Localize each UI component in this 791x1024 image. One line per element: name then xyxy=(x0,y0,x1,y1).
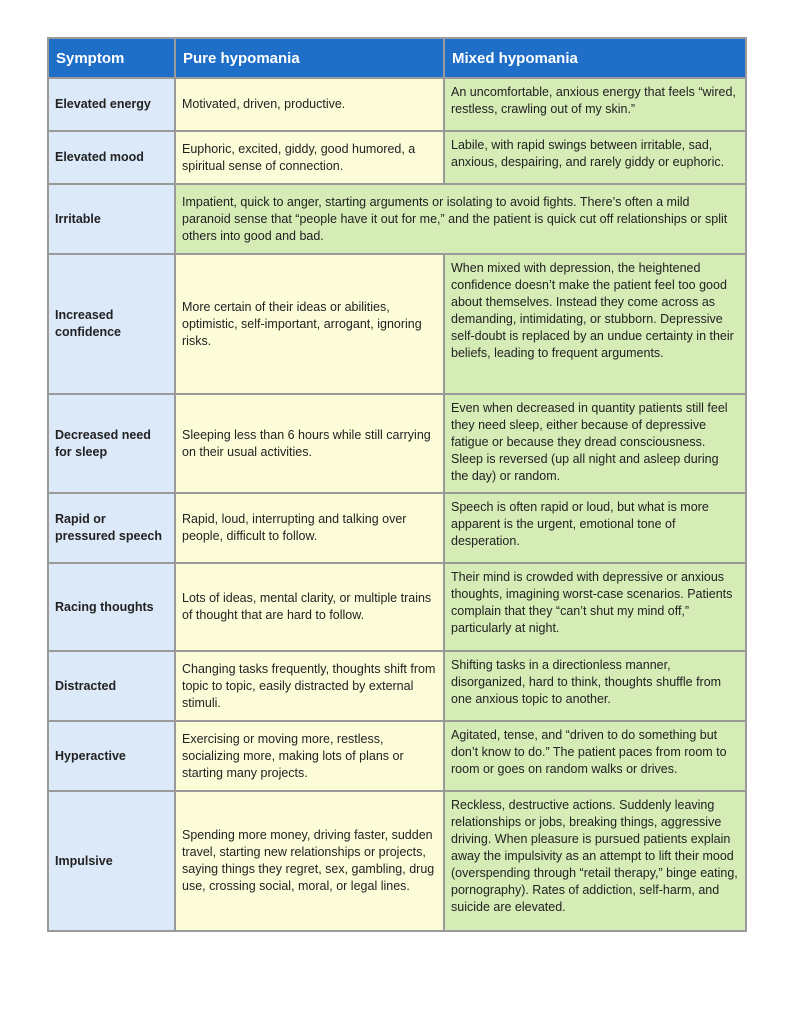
symptom-comparison-table xyxy=(47,37,747,932)
table-row xyxy=(48,78,746,131)
mixed-hypomania-cell: Shifting tasks in a directionless manner, disorganized, hard to think, thoughts shuffle from one anxious topic to another. xyxy=(444,651,746,721)
mixed-hypomania-cell: Even when decreased in quantity patients still feel they need sleep, either because of depressive fatigue or because they dread consciousness. Sleep is reversed (up all night and asleep during the day) or random. xyxy=(444,394,746,493)
symptom-cell: Impulsive xyxy=(48,791,175,931)
table-row xyxy=(48,394,746,493)
mixed-hypomania-cell: Agitated, tense, and “driven to do something but don’t know to do.” The patient paces from room to room or goes on random walks or drives. xyxy=(444,721,746,791)
table-row xyxy=(48,493,746,563)
pure-hypomania-cell: Motivated, driven, productive. xyxy=(175,78,444,131)
mixed-hypomania-cell: An uncomfortable, anxious energy that feels “wired, restless, crawling out of my skin.” xyxy=(444,78,746,131)
pure-hypomania-cell: Exercising or moving more, restless, socializing more, making lots of plans or starting many projects. xyxy=(175,721,444,791)
mixed-hypomania-cell: Speech is often rapid or loud, but what is more apparent is the urgent, emotional tone of desperation. xyxy=(444,493,746,563)
pure-hypomania-cell: Euphoric, excited, giddy, good humored, a spiritual sense of connection. xyxy=(175,131,444,184)
symptom-cell: Hyperactive xyxy=(48,721,175,791)
pure-hypomania-cell: Rapid, loud, interrupting and talking over people, difficult to follow. xyxy=(175,493,444,563)
symptom-cell: Elevated mood xyxy=(48,131,175,184)
table-row xyxy=(48,721,746,791)
mixed-hypomania-cell: When mixed with depression, the heightened confidence doesn’t make the patient feel too good about themselves. Instead they come across as demanding, intimidating, or stubborn. Depressive self-doubt is replaced by an undue certainty in their beliefs, leading to frequent arguments. xyxy=(444,254,746,394)
table-row xyxy=(48,254,746,394)
table-row xyxy=(48,184,746,254)
pure-hypomania-cell: Changing tasks frequently, thoughts shift from topic to topic, easily distracted by external stimuli. xyxy=(175,651,444,721)
header-row xyxy=(48,38,746,78)
symptom-cell: Elevated energy xyxy=(48,78,175,131)
pure-hypomania-cell: Sleeping less than 6 hours while still carrying on their usual activities. xyxy=(175,394,444,493)
mixed-hypomania-cell: Their mind is crowded with depressive or anxious thoughts, imagining worst-case scenarios. Patients complain that they “can’t shut my mind off,” particularly at night. xyxy=(444,563,746,651)
mixed-hypomania-cell: Reckless, destructive actions. Suddenly leaving relationships or jobs, breaking things, aggressive driving. When pleasure is pursued patients explain away the impulsivity as an attempt to lift their mood (overspending through “retail therapy,” binge eating, pornography). Rates of addiction, self-harm, and suicide are elevated. xyxy=(444,791,746,931)
symptom-comparison-table-wrapper xyxy=(47,37,745,932)
table-row xyxy=(48,563,746,651)
pure-hypomania-cell: More certain of their ideas or abilities, optimistic, self-important, arrogant, ignoring risks. xyxy=(175,254,444,394)
symptom-cell: Distracted xyxy=(48,651,175,721)
pure-hypomania-cell: Lots of ideas, mental clarity, or multiple trains of thought that are hard to follow. xyxy=(175,563,444,651)
symptom-cell: Racing thoughts xyxy=(48,563,175,651)
table-row xyxy=(48,131,746,184)
symptom-cell: Decreased need for sleep xyxy=(48,394,175,493)
table-row xyxy=(48,791,746,931)
pure-hypomania-cell: Spending more money, driving faster, sudden travel, starting new relationships or projects, saying things they regret, sex, gambling, drug use, crossing social, moral, or legal lines. xyxy=(175,791,444,931)
table-row xyxy=(48,651,746,721)
header-symptom: Symptom xyxy=(48,38,175,78)
header-mixed-hypomania: Mixed hypomania xyxy=(444,38,746,78)
mixed-hypomania-cell: Labile, with rapid swings between irritable, sad, anxious, despairing, and rarely giddy or euphoric. xyxy=(444,131,746,184)
header-pure-hypomania: Pure hypomania xyxy=(175,38,444,78)
symptom-cell: Increased confidence xyxy=(48,254,175,394)
symptom-cell: Irritable xyxy=(48,184,175,254)
combined-description-cell: Impatient, quick to anger, starting arguments or isolating to avoid fights. There’s often a mild paranoid sense that “people have it out for me,” and the patient is quick cut off relationships or split others into good and bad. xyxy=(175,184,746,254)
symptom-cell: Rapid or pressured speech xyxy=(48,493,175,563)
